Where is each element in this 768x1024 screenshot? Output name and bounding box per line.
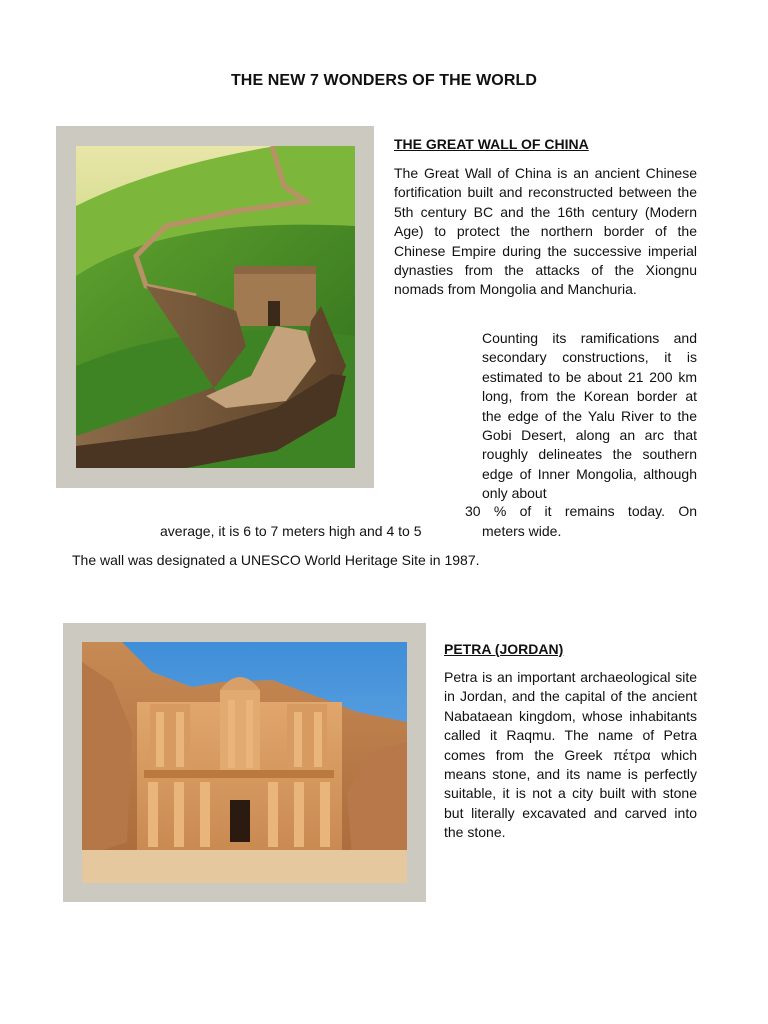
great-wall-paragraph-width: meters wide. — [482, 523, 562, 539]
petra-paragraph: Petra is an important archaeological site in Jordan, and the capital of the ancient Nabataean kingdom, whose inhabitants called it Raqmu. The name of Petra comes from the Greek πέτρα which means stone, and its name is perfectly suitable, it is not a city built with stone but literally excavated and carved into the stone. — [444, 669, 697, 841]
great-wall-paragraph-intro: The Great Wall of China is an ancient Chinese fortification built and reconstructed between the 5th century BC and the 16th century (Modern Age) to protect the northern border of the Chinese Empire during the successive imperial dynasties from the attacks of the Xiongnu nomads from Mongolia and Manchuria. — [394, 165, 697, 298]
petra-photo — [82, 642, 407, 883]
great-wall-photo-frame — [56, 126, 374, 488]
section-heading-great-wall: THE GREAT WALL OF CHINA — [394, 136, 589, 152]
great-wall-photo — [76, 146, 355, 468]
petra-photo-frame — [63, 623, 426, 902]
document-title: THE NEW 7 WONDERS OF THE WORLD — [230, 72, 538, 89]
great-wall-paragraph-remains: 30 % of it remains today. On — [465, 503, 697, 519]
great-wall-paragraph-unesco: The wall was designated a UNESCO World Heritage Site in 1987. — [72, 552, 480, 568]
section-heading-petra: PETRA (JORDAN) — [444, 641, 564, 657]
great-wall-paragraph-length: Counting its ramifications and secondary constructions, it is estimated to be about 21 200 km long, from the Korean border at the edge of the Yalu River to the Gobi Desert, along an arc that roughly delineates the southern edge of Inner Mongolia, although only about — [482, 330, 697, 502]
great-wall-paragraph-height: average, it is 6 to 7 meters high and 4 to 5 — [160, 523, 422, 539]
